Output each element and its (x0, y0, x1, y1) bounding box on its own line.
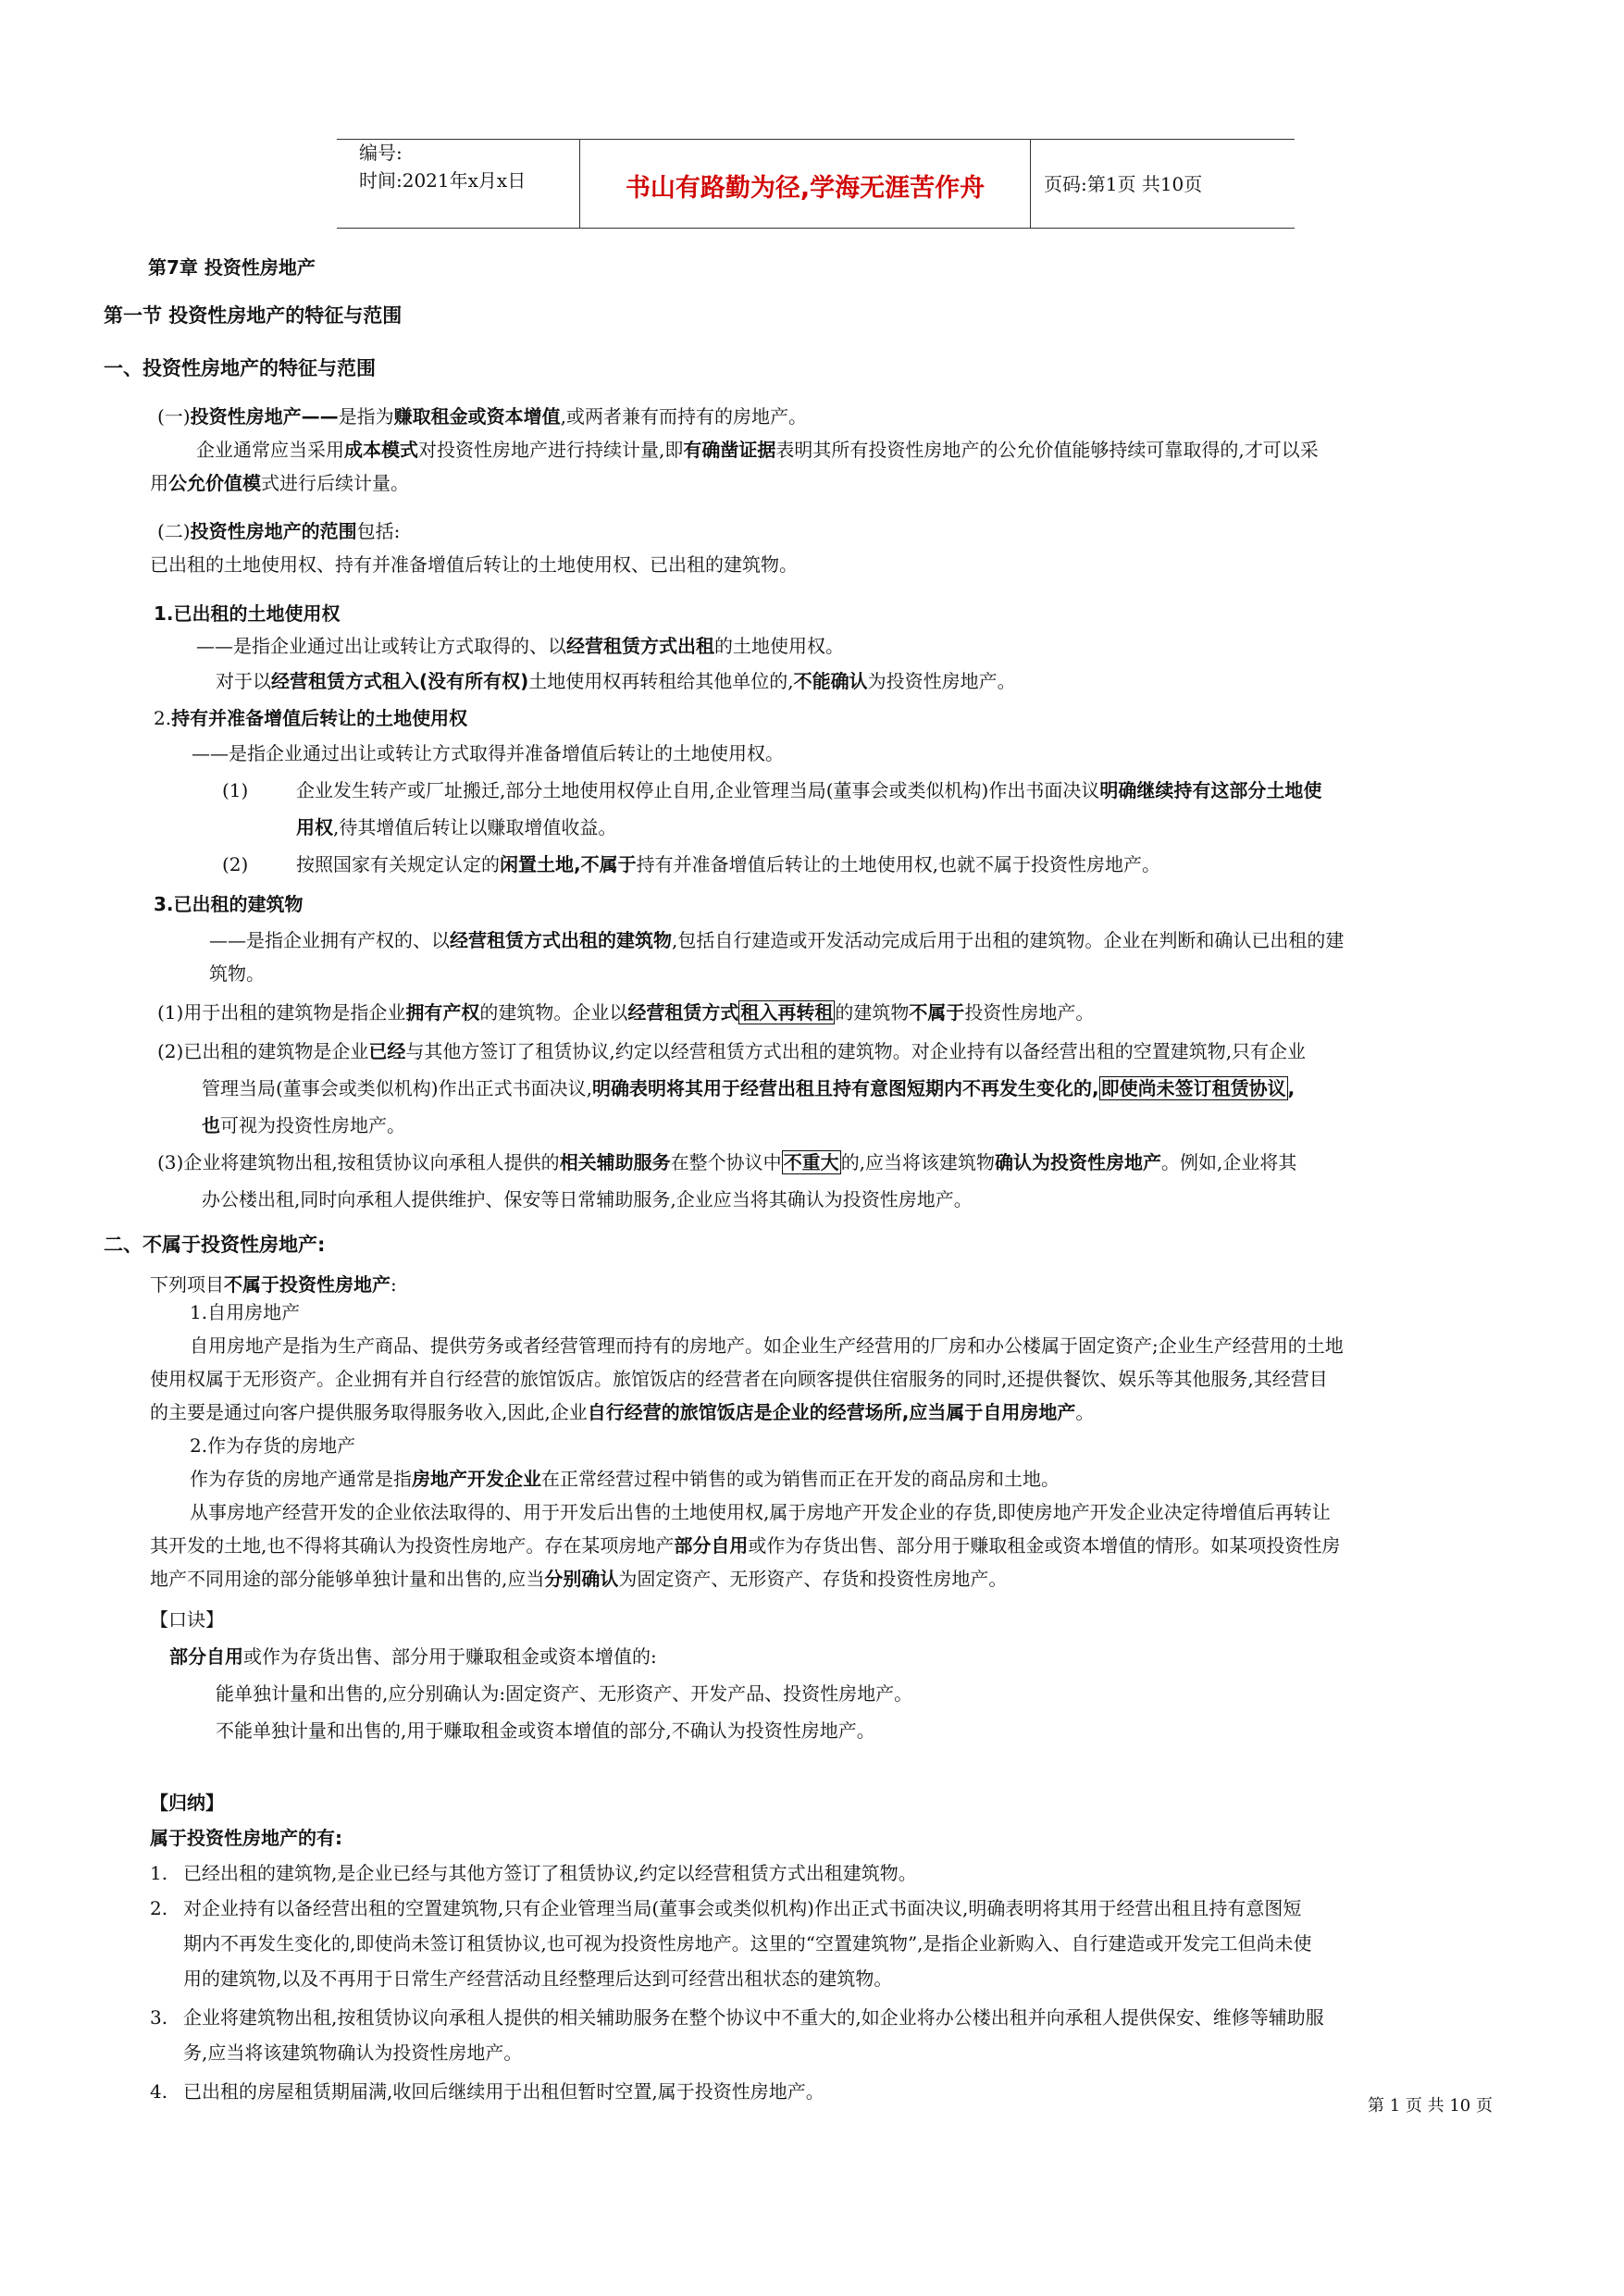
sub3-p1a: (1)用于出租的建筑物是指企业 (157, 1001, 406, 1024)
sub2-p1-line1 (296, 779, 1321, 801)
part2-s1-l3 (150, 1401, 1094, 1423)
para1-g: 公允价值模 (168, 472, 261, 494)
part2-s2-l4a: 地产不同用途的部分能够单独计量和出售的,应当 (150, 1568, 545, 1590)
sub3-p1c: 的建筑物。企业以 (479, 1001, 628, 1024)
sub2-p1a: 企业发生转产或厂址搬迁,部分土地使用权停止自用,企业管理当局(董事会或类似机构)作出书面决议 (296, 779, 1100, 801)
chapter-title: 第7章 投资性房地产 (148, 256, 316, 279)
sub2-p2b: 闲置土地,不属于 (500, 853, 637, 875)
part2-s2-l3c: 或作为存货出售、部分用于赚取租金或资本增值的情形。如某项投资性房 (748, 1534, 1341, 1557)
sub3-p1h: 投资性房地产。 (964, 1001, 1095, 1024)
sub3-p3e: 的,应当将该建筑物 (840, 1151, 996, 1173)
section-title: 第一节 投资性房地产的特征与范围 (104, 304, 403, 327)
sub3-p2i: 可视为投资性房地产。 (220, 1114, 405, 1136)
mnemonic-l1a: 部分自用 (169, 1645, 243, 1668)
sub1-l1a: ——是指企业通过出让或转让方式取得的、以 (196, 635, 566, 657)
part2-s2-l3a: 其开发的土地,也不得将其确认为投资性房地产。存在某项房地产 (150, 1534, 675, 1557)
sub2-p1c: 用权 (296, 816, 333, 838)
part2-s2-l4b: 分别确认 (544, 1568, 619, 1590)
part1-heading: 一、投资性房地产的特征与范围 (104, 357, 376, 379)
item2-text: 包括: (356, 520, 401, 542)
sub2-p2a: 按照国家有关规定认定的 (296, 853, 500, 875)
sub1-heading: 1.已出租的土地使用权 (154, 602, 341, 625)
sub3-l1a: ——是指企业拥有产权的、以 (209, 929, 450, 951)
summary-item-line: 期内不再发生变化的,即使尚未签订租赁协议,也可视为投资性房地产。这里的“空置建筑物”,是指企业新购入、自行建造或开发完工但尚未使 (183, 1932, 1312, 1955)
sub3-p1f: 的建筑物 (835, 1001, 910, 1024)
summary-item-num: 1. (150, 1862, 168, 1884)
para1-line1 (196, 439, 1319, 461)
part2-intro-c: : (391, 1273, 397, 1296)
para1-e: 表明其所有投资性房地产的公允价值能够持续可靠取得的,才可以采 (775, 439, 1319, 461)
summary-item-line: 企业将建筑物出租,按租赁协议向承租人提供的相关辅助服务在整个协议中不重大的,如企业将办公楼出租并向承租人提供保安、维修等辅助服 (183, 2006, 1324, 2029)
sub1-l2a: 对于以 (216, 670, 271, 692)
item2-num: (二) (157, 520, 191, 542)
sub3-p2g: , (1287, 1077, 1295, 1099)
sub1-l2d: 不能确认 (793, 670, 868, 692)
part2-s2-l1c: 在正常经营过程中销售的或为销售而正在开发的商品房和土地。 (541, 1468, 1060, 1490)
sub3-l1b: 经营租赁方式出租的建筑物 (450, 929, 672, 951)
part2-intro-b: 不属于投资性房地产 (224, 1273, 391, 1296)
time-label: 时间:2021年x月x日 (359, 169, 527, 192)
sub2-p1-num: (1) (222, 779, 249, 801)
mnemonic-l3: 不能单独计量和出售的,用于赚取租金或资本增值的部分,不确认为投资性房地产。 (216, 1719, 875, 1742)
para1-line2 (150, 472, 409, 494)
part2-s2-l1 (190, 1468, 1060, 1490)
item2-term: 投资性房地产的范围 (190, 520, 357, 542)
sub2-heading: 持有并准备增值后转让的土地使用权 (171, 707, 468, 729)
mnemonic-l1b: 或作为存货出售、部分用于赚取租金或资本增值的: (243, 1645, 657, 1668)
sub3-p3f: 确认为投资性房地产 (995, 1151, 1162, 1173)
para1-h: 式进行后续计量。 (261, 472, 409, 494)
part2-intro-a: 下列项目 (150, 1273, 224, 1296)
para1-c: 对投资性房地产进行持续计量,即 (418, 439, 684, 461)
part2-s2-l3b: 部分自用 (674, 1534, 749, 1557)
motto: 书山有路勤为径,学海无涯苦作舟 (625, 174, 986, 203)
sub3-heading: 3.已出租的建筑物 (154, 893, 304, 915)
item1-key: 赚取租金或资本增值 (393, 405, 561, 428)
summary-subtitle: 属于投资性房地产的有: (150, 1827, 342, 1849)
sub3-line2: 筑物。 (209, 962, 265, 985)
sub1-l2c: 土地使用权再转租给其他单位的, (528, 670, 794, 692)
page-footer: 第 1 页 共 10 页 (1368, 2096, 1493, 2116)
part2-s2-l2: 从事房地产经营开发的企业依法取得的、用于开发后出售的土地使用权,属于房地产开发企业的存货,即使房地产开发企业决定待增值后再转让 (190, 1501, 1331, 1523)
sub3-p1 (157, 1001, 1094, 1024)
mnemonic-l2: 能单独计量和出售的,应分别确认为:固定资产、无形资产、开发产品、投资性房地产。 (216, 1682, 913, 1705)
item2-scope: 已出租的土地使用权、持有并准备增值后转让的土地使用权、已出租的建筑物。 (150, 553, 798, 576)
sub2-num: 2. (154, 707, 172, 729)
mnemonic-title: 【口诀】 (150, 1608, 224, 1631)
sub2-p2-num: (2) (222, 853, 249, 875)
summary-item-line: 对企业持有以备经营出租的空置建筑物,只有企业管理当局(董事会或类似机构)作出正式书面决议,明确表明将其用于经营出租且持有意图短 (183, 1897, 1302, 1919)
sub3-p2f-boxed: 即使尚未签订租赁协议 (1100, 1077, 1286, 1099)
header-page-cell (1031, 140, 1295, 228)
sub1-l2e: 为投资性房地产。 (867, 670, 1016, 692)
para1-a: 企业通常应当采用 (196, 439, 344, 461)
item1-text1: 是指为 (338, 405, 394, 428)
sub3-line1 (209, 929, 1344, 951)
sub1-l1c: 的土地使用权。 (714, 635, 844, 657)
sub1-line1 (196, 635, 844, 657)
sub3-p1d: 经营租赁方式 (627, 1001, 739, 1024)
sub3-p2h: 也 (202, 1114, 220, 1136)
sub3-p2b: 已经 (368, 1040, 406, 1062)
summary-item (150, 1862, 1482, 1897)
item1-num: (一) (157, 405, 191, 428)
summary-item (150, 1897, 1482, 2006)
summary-item-line: 用的建筑物,以及不再用于日常生产经营活动且经整理后达到可经营出租状态的建筑物。 (183, 1967, 893, 1990)
part2-intro (150, 1273, 397, 1296)
part2-s2-l4 (150, 1568, 1007, 1590)
part2-s1-l3b: 自行经营的旅馆饭店是企业的经营场所,应当属于自用房地产 (587, 1401, 1076, 1423)
part2-s1-l1: 自用房地产是指为生产商品、提供劳务或者经营管理而持有的房地产。如企业生产经营用的厂房和办公楼属于固定资产;企业生产经营用的土地 (190, 1334, 1344, 1357)
sub2-line1: ——是指企业通过出让或转让方式取得并准备增值后转让的土地使用权。 (192, 742, 784, 764)
sub3-p3g: 。例如,企业将其 (1161, 1151, 1297, 1173)
sub3-p2-line3 (202, 1114, 405, 1136)
summary-item-line: 已经出租的建筑物,是企业已经与其他方签订了租赁协议,约定以经营租赁方式出租建筑物。 (183, 1862, 917, 1884)
header-motto-cell (579, 140, 1031, 228)
summary-item (150, 2006, 1482, 2080)
item1-term: 投资性房地产—— (190, 405, 339, 428)
sub2-p2c: 持有并准备增值后转让的土地使用权,也就不属于投资性房地产。 (636, 853, 1160, 875)
page-code: 页码:第1页 共10页 (1044, 173, 1203, 195)
summary-item-num: 3. (150, 2006, 168, 2029)
sub2-p1b: 明确继续持有这部分土地使 (1099, 779, 1322, 801)
part2-s2-l3 (150, 1534, 1340, 1557)
part2-s1-l2: 使用权属于无形资产。企业拥有并自行经营的旅馆饭店。旅馆饭店的经营者在向顾客提供住宿服务的同时,还提供餐饮、娱乐等其他服务,其经营目 (150, 1368, 1328, 1390)
part2-s2-l1a: 作为存货的房地产通常是指 (190, 1468, 412, 1490)
sub3-p3d-boxed: 不重大 (783, 1151, 839, 1173)
sub2-heading-line (154, 707, 467, 729)
sub3-p2a: (2)已出租的建筑物是企业 (157, 1040, 369, 1062)
para1-d: 有确凿证据 (683, 439, 776, 461)
part2-s1-l3a: 的主要是通过向客户提供服务取得服务收入,因此,企业 (150, 1401, 588, 1423)
sub2-p1d: ,待其增值后转让以赚取增值收益。 (333, 816, 617, 838)
summary-item-num: 4. (150, 2080, 168, 2103)
number-label: 编号: (359, 142, 403, 164)
part2-s1-title: 1.自用房地产 (190, 1301, 301, 1323)
sub3-l1c: ,包括自行建造或开发活动完成后用于出租的建筑物。企业在判断和确认已出租的建 (672, 929, 1345, 951)
sub3-p2d: 管理当局(董事会或类似机构)作出正式书面决议, (202, 1077, 592, 1099)
summary-list (150, 1862, 1482, 2116)
sub3-p1b: 拥有产权 (405, 1001, 480, 1024)
sub3-p2c: 与其他方签订了租赁协议,约定以经营租赁方式出租的建筑物。对企业持有以备经营出租的空置建筑物,只有企业 (405, 1040, 1307, 1062)
sub1-l1b: 经营租赁方式出租 (566, 635, 714, 657)
sub3-p2e: 明确表明将其用于经营出租且持有意图短期内不再发生变化的, (591, 1077, 1099, 1099)
summary-item (150, 2080, 1482, 2116)
sub3-p3b: 相关辅助服务 (559, 1151, 671, 1173)
para1-b: 成本模式 (344, 439, 418, 461)
part2-s1-l3c: 。 (1075, 1401, 1095, 1423)
item2-line (157, 520, 400, 542)
header-meta (350, 140, 592, 228)
para1-f: 用 (150, 472, 168, 494)
sub2-p1-line2 (296, 816, 616, 838)
sub1-l2b: 经营租赁方式租入(没有所有权) (271, 670, 529, 692)
sub3-p2-line2 (202, 1077, 1295, 1099)
item1-line (157, 405, 807, 428)
sub3-p3c: 在整个协议中 (670, 1151, 782, 1173)
part2-s2-l4c: 为固定资产、无形资产、存货和投资性房地产。 (618, 1568, 1008, 1590)
sub3-p1g: 不属于 (909, 1001, 965, 1024)
part2-s2-l1b: 房地产开发企业 (412, 1468, 541, 1490)
summary-item-line: 已出租的房屋租赁期届满,收回后继续用于出租但暂时空置,属于投资性房地产。 (183, 2080, 824, 2103)
sub3-p1e-boxed: 租入再转租 (740, 1001, 834, 1024)
sub2-p2-line (296, 853, 1160, 875)
summary-item-num: 2. (150, 1897, 168, 1919)
part2-heading: 二、不属于投资性房地产: (104, 1234, 326, 1256)
sub3-p3a: (3)企业将建筑物出租,按租赁协议向承租人提供的 (157, 1151, 560, 1173)
sub1-line2 (216, 670, 1016, 692)
summary-item-line: 务,应当将该建筑物确认为投资性房地产。 (183, 2042, 523, 2064)
sub3-p2-line1 (157, 1040, 1306, 1062)
sub3-p3-line2: 办公楼出租,同时向承租人提供维护、保安等日常辅助服务,企业应当将其确认为投资性房地产。 (202, 1188, 973, 1210)
mnemonic-l1 (169, 1645, 657, 1668)
summary-title: 【归纳】 (150, 1792, 224, 1814)
document-header (337, 139, 1295, 229)
sub3-p3-line1 (157, 1151, 1296, 1173)
item1-text2: ,或两者兼有而持有的房地产。 (560, 405, 807, 428)
part2-s2-title: 2.作为存货的房地产 (190, 1434, 356, 1457)
